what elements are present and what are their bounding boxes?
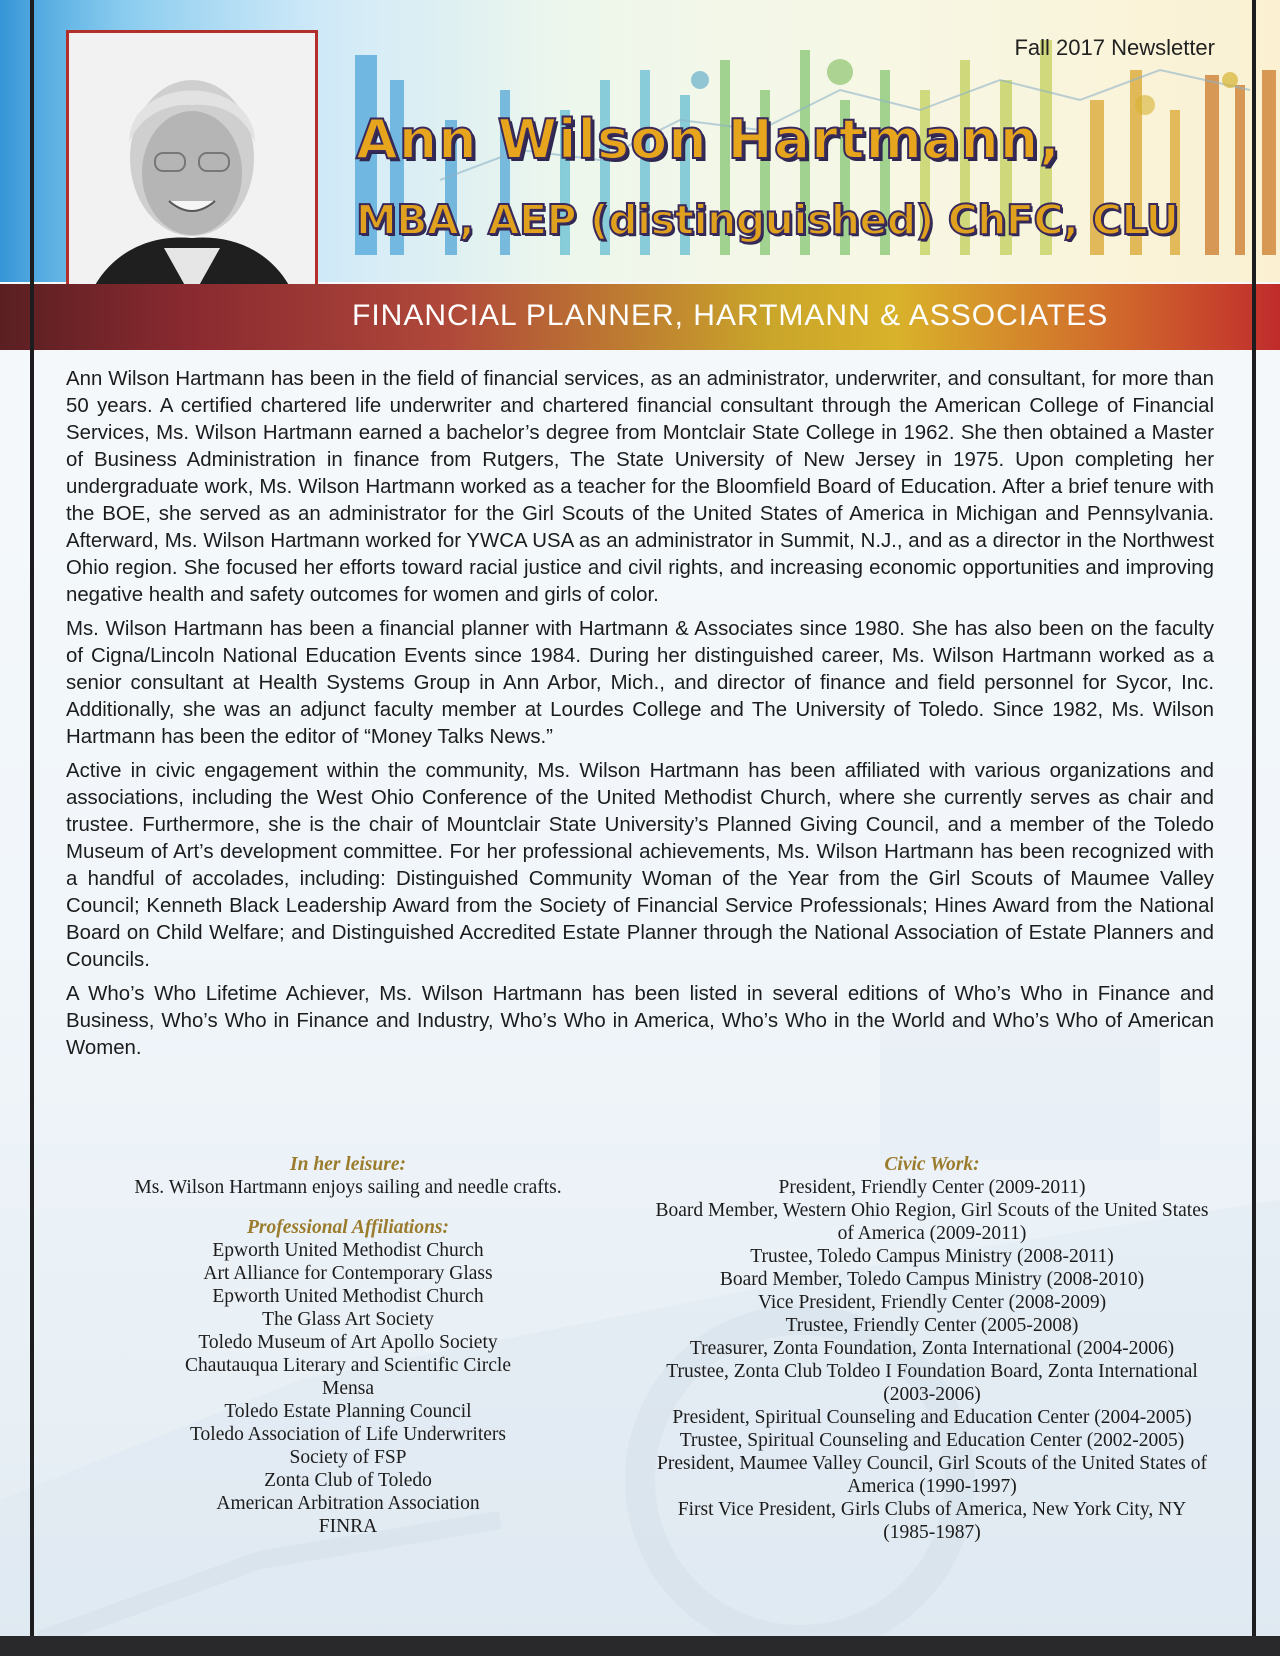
affiliation-item: Chautauqua Literary and Scientific Circle <box>185 1355 511 1376</box>
bio-paragraph-1: Ann Wilson Hartmann has been in the field of financial services, as an administrator, underwriter, and consultant, for more than 50 years. A certified chartered life underwriter and chartered financial consultant through the American College of Financial Services, Ms. Wilson Hartmann earned a bachelor’s degree from Montclair State College in 1962. She then obtained a Master of Business Administration in finance from Rutgers, The State University of New Jersey in 1975. Upon completing her undergraduate work, Ms. Wilson Hartmann worked as a teacher for the Bloomfield Board of Education. After a brief tenure with the BOE, she served as an administrator for the Girl Scouts of the United States of America in Michigan and Pennsylvania. Afterward, Ms. Wilson Hartmann worked for YWCA USA as an administrator in Summit, N.J., and as a director in the Northwest Ohio region. She focused her efforts toward racial justice and civil rights, and increasing economic opportunities and improving negative health and safety outcomes for women and girls of color. <box>66 368 1214 606</box>
newsletter-label: Fall 2017 Newsletter <box>1014 35 1215 60</box>
affiliations-heading: Professional Affiliations: <box>246 1217 450 1238</box>
leisure-heading: In her leisure: <box>290 1154 406 1175</box>
civic-item: First Vice President, Girls Clubs of America, New York City, NY (1985-1987) <box>677 1499 1187 1543</box>
civic-item: Vice President, Friendly Center (2008-2009) <box>757 1292 1107 1313</box>
civic-item: President, Maumee Valley Council, Girl Scouts of the United States of America (1990-1997) <box>657 1453 1207 1497</box>
right-column <box>652 1153 1212 1544</box>
affiliation-item: Society of FSP <box>289 1447 407 1468</box>
civic-item: Treasurer, Zonta Foundation, Zonta International (2004-2006) <box>689 1338 1175 1359</box>
affiliation-item: Epworth United Methodist Church <box>212 1240 484 1261</box>
civic-item: President, Spiritual Counseling and Education Center (2004-2005) <box>672 1407 1192 1428</box>
bio-paragraph-2: Ms. Wilson Hartmann has been a financial planner with Hartmann & Associates since 1980. She has also been on the faculty of Cigna/Lincoln National Education Events since 1984. During her distinguished career, Ms. Wilson Hartmann worked as a senior consultant at Health Systems Group in Ann Arbor, Mich., and director of finance and field personnel for Sycor, Inc. Additionally, she was an adjunct faculty member at Lourdes College and The University of Toledo. Since 1982, Ms. Wilson Hartmann has been the editor of “Money Talks News.” <box>66 618 1214 748</box>
civic-item: Board Member, Toledo Campus Ministry (2008-2010) <box>719 1269 1145 1290</box>
bio-paragraph-4: A Who’s Who Lifetime Achiever, Ms. Wilson Hartmann has been listed in several editions of Who’s Who in Finance and Business, Who’s Who in Finance and Industry, Who’s Who in America, Who’s Who in the World and Who’s Who of American Women. <box>66 983 1214 1059</box>
civic-item: Trustee, Friendly Center (2005-2008) <box>785 1315 1079 1336</box>
affiliation-item: Zonta Club of Toledo <box>264 1470 432 1491</box>
left-column <box>66 1153 630 1538</box>
civic-item: Board Member, Western Ohio Region, Girl Scouts of the United States of America (2009-2011) <box>655 1200 1209 1244</box>
affiliation-item: American Arbitration Association <box>216 1493 480 1514</box>
affiliation-item: FINRA <box>318 1516 378 1537</box>
affiliation-item: Toledo Museum of Art Apollo Society <box>198 1332 498 1353</box>
civic-item: President, Friendly Center (2009-2011) <box>778 1177 1086 1198</box>
civic-item: Trustee, Zonta Club Toldeo I Foundation Board, Zonta International (2003-2006) <box>666 1361 1198 1405</box>
leisure-text: Ms. Wilson Hartmann enjoys sailing and needle crafts. <box>134 1177 562 1198</box>
job-title: FINANCIAL PLANNER, HARTMANN & ASSOCIATES <box>352 299 1109 332</box>
affiliation-item: Art Alliance for Contemporary Glass <box>203 1263 493 1284</box>
biography <box>66 366 1214 1069</box>
bottom-bar <box>0 1636 1280 1656</box>
affiliation-item: The Glass Art Society <box>262 1309 434 1330</box>
affiliation-item: Toledo Association of Life Underwriters <box>190 1424 506 1445</box>
civic-list <box>652 1176 1212 1544</box>
affiliation-item: Toledo Estate Planning Council <box>224 1401 472 1422</box>
left-frame-line <box>30 0 34 1656</box>
civic-item: Trustee, Toledo Campus Ministry (2008-2011) <box>750 1246 1114 1267</box>
person-name: Ann Wilson Hartmann, <box>356 108 1061 171</box>
person-credentials: MBA, AEP (distinguished) ChFC, CLU <box>356 196 1179 244</box>
right-frame-line <box>1252 0 1256 1656</box>
affiliation-item: Epworth United Methodist Church <box>212 1286 484 1307</box>
bio-paragraph-3: Active in civic engagement within the community, Ms. Wilson Hartmann has been affiliated with various organizations and associations, including the West Ohio Conference of the United Methodist Church, where she currently serves as chair and trustee. Furthermore, she is the chair of Mountclair State University’s Planned Giving Council, and a member of the Toledo Museum of Art’s development committee. For her professional achievements, Ms. Wilson Hartmann has been recognized with a handful of accolades, including: Distinguished Community Woman of the Year from the Girl Scouts of Maumee Valley Council; Kenneth Black Leadership Award from the Society of Financial Service Professionals; Hines Award from the National Board on Child Welfare; and Distinguished Accredited Estate Planner through the National Association of Estate Planners and Councils. <box>66 760 1214 971</box>
affiliation-item: Mensa <box>322 1378 374 1399</box>
civic-heading: Civic Work: <box>884 1154 980 1175</box>
civic-item: Trustee, Spiritual Counseling and Education Center (2002-2005) <box>679 1430 1185 1451</box>
affiliations-list <box>66 1239 630 1538</box>
